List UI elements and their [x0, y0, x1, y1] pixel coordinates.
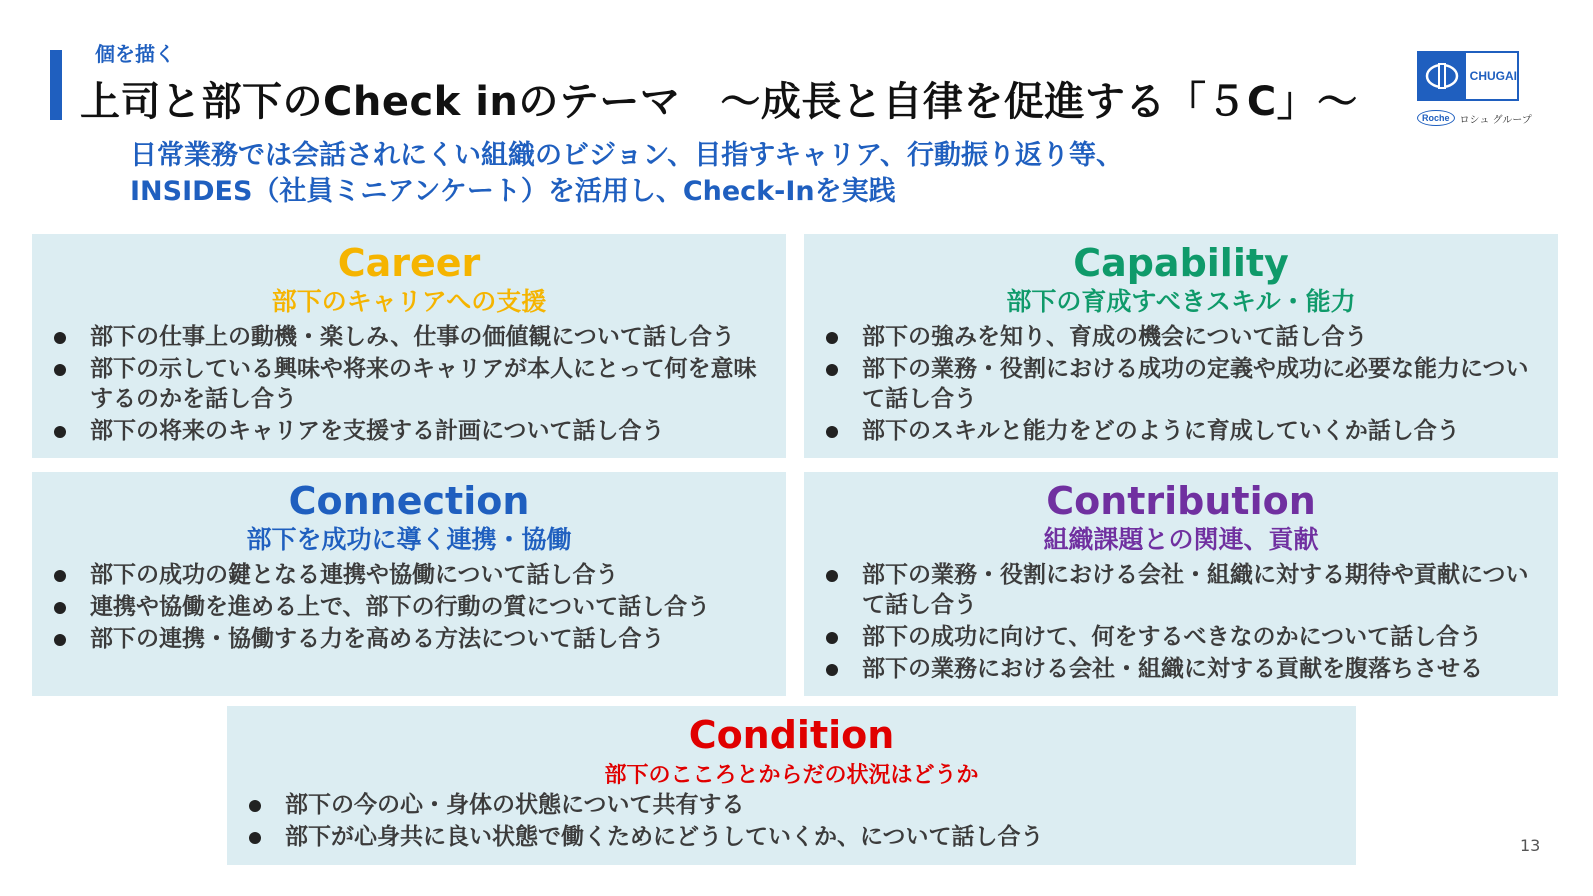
- bullet-item: [824, 560, 1544, 620]
- bullet-dot-icon: [54, 426, 66, 438]
- panel-connection: [32, 472, 786, 696]
- bullet-item: [247, 790, 1342, 820]
- bullet-list: [247, 790, 1342, 854]
- bullet-dot-icon: [54, 602, 66, 614]
- bullet-item: [52, 322, 772, 352]
- intro-line-2: INSIDES（社員ミニアンケート）を活用し、Check-Inを実践: [130, 176, 896, 207]
- intro-text: [130, 138, 1123, 210]
- bullet-list: [824, 560, 1544, 686]
- bullet-item: [824, 654, 1544, 684]
- bullet-dot-icon: [826, 570, 838, 582]
- bullet-text: 部下の成功の鍵となる連携や協働について話し合う: [90, 562, 619, 588]
- bullet-text: 部下の示している興味や将来のキャリアが本人にとって何を意味するのかを話し合う: [90, 356, 757, 412]
- bullet-text: 部下が心身共に良い状態で働くためにどうしていくか、について話し合う: [285, 824, 1044, 850]
- bullet-dot-icon: [54, 332, 66, 344]
- bullet-list: [824, 322, 1544, 448]
- bullet-text: 部下の業務・役割における会社・組織に対する期待や貢献について話し合う: [862, 562, 1529, 618]
- bullet-text: 部下の成功に向けて、何をするべきなのかについて話し合う: [862, 624, 1483, 650]
- chugai-logo: [1417, 51, 1519, 101]
- panel-heading: Condition: [688, 713, 895, 757]
- panel-career: [32, 234, 786, 458]
- bullet-text: 部下のスキルと能力をどのように育成していくか話し合う: [862, 418, 1460, 444]
- panel-subheading: 部下のキャリアへの支援: [271, 287, 547, 316]
- roche-group-label: ロシュ グループ: [1459, 114, 1532, 126]
- bullet-dot-icon: [54, 364, 66, 376]
- bullet-item: [52, 416, 772, 446]
- panel-heading: Connection: [288, 479, 530, 523]
- panel-subheading: 部下のこころとからだの状況はどうか: [604, 763, 979, 788]
- bullet-dot-icon: [249, 832, 261, 844]
- bullet-dot-icon: [249, 800, 261, 812]
- panel-capability: [804, 234, 1558, 458]
- panel-heading: Contribution: [1046, 479, 1316, 523]
- page-title-main: 上司と部下のCheck inのテーマ: [80, 79, 681, 125]
- bullet-item: [52, 560, 772, 590]
- bullet-text: 連携や協働を進める上で、部下の行動の質について話し合う: [90, 594, 711, 620]
- bullet-text: 部下の業務における会社・組織に対する貢献を腹落ちさせる: [862, 656, 1483, 682]
- panel-subheading: 組織課題との関連、貢献: [1043, 525, 1319, 554]
- panel-condition: [227, 706, 1356, 865]
- bullet-dot-icon: [826, 426, 838, 438]
- bullet-list: [52, 322, 772, 448]
- bullet-text: 部下の業務・役割における成功の定義や成功に必要な能力について話し合う: [862, 356, 1529, 412]
- intro-line-1: 日常業務では会話されにくい組織のビジョン、目指すキャリア、行動振り返り等、: [130, 140, 1124, 171]
- bullet-dot-icon: [826, 364, 838, 376]
- bullet-dot-icon: [826, 332, 838, 344]
- bullet-item: [52, 592, 772, 622]
- bullet-list: [52, 560, 772, 656]
- chugai-wordmark: CHUGAI: [1469, 69, 1517, 83]
- chugai-symbol-icon: [1419, 53, 1466, 99]
- panel-heading: Capability: [1073, 241, 1289, 285]
- bullet-dot-icon: [54, 570, 66, 582]
- bullet-text: 部下の強みを知り、育成の機会について話し合う: [862, 324, 1368, 350]
- bullet-text: 部下の連携・協働する力を高める方法について話し合う: [90, 626, 665, 652]
- bullet-dot-icon: [826, 664, 838, 676]
- bullet-dot-icon: [826, 632, 838, 644]
- panel-subheading: 部下を成功に導く連携・協働: [246, 525, 572, 554]
- bullet-item: [824, 322, 1544, 352]
- page-title: [80, 70, 1358, 127]
- page-number: 13: [1520, 836, 1541, 855]
- roche-logo: Roche: [1417, 110, 1455, 126]
- bullet-item: [824, 354, 1544, 414]
- bullet-item: [247, 822, 1342, 852]
- section-kicker: 個を描く: [95, 42, 175, 66]
- bullet-text: 部下の将来のキャリアを支援する計画について話し合う: [90, 418, 665, 444]
- bullet-item: [52, 624, 772, 654]
- panel-contribution: [804, 472, 1558, 696]
- panel-heading: Career: [337, 241, 481, 285]
- bullet-text: 部下の今の心・身体の状態について共有する: [285, 792, 745, 818]
- roche-group-mark: [1417, 110, 1532, 126]
- bullet-item: [52, 354, 772, 414]
- bullet-item: [824, 622, 1544, 652]
- bullet-dot-icon: [54, 634, 66, 646]
- bullet-item: [824, 416, 1544, 446]
- page-title-subtitle: ～成長と自律を促進する「５C」～: [720, 79, 1358, 125]
- bullet-text: 部下の仕事上の動機・楽しみ、仕事の価値観について話し合う: [90, 324, 735, 350]
- panel-subheading: 部下の育成すべきスキル・能力: [1006, 287, 1356, 316]
- title-accent-bar: [50, 50, 62, 120]
